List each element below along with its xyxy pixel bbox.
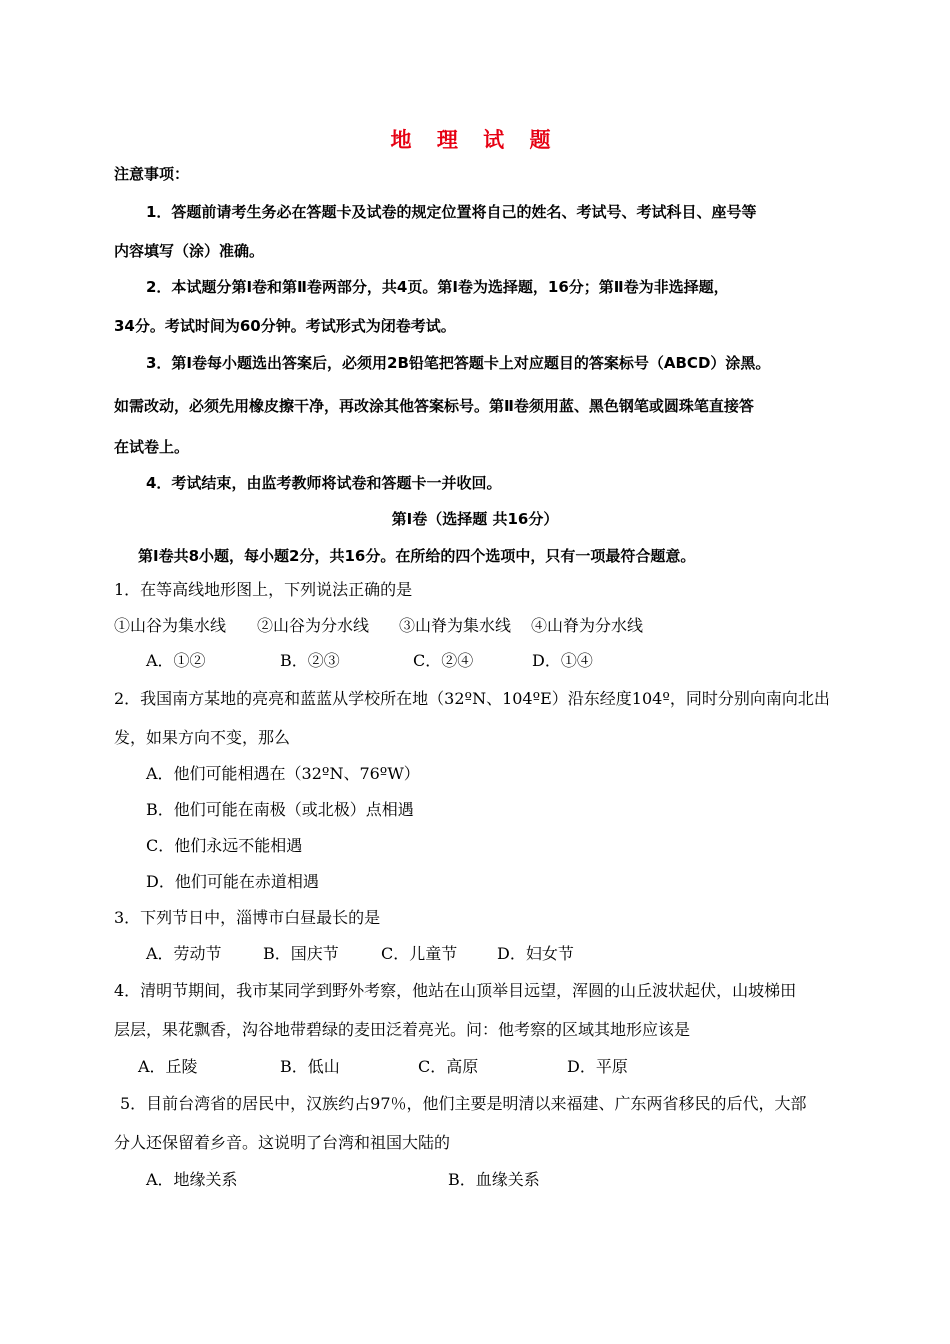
q4-option-b: B．低山	[280, 1057, 340, 1076]
q2-option-a: A．他们可能相遇在（32ºN、76ºW）	[146, 764, 420, 783]
q2-stem-cont: 发，如果方向不变，那么	[114, 728, 291, 747]
q4-stem: 4．清明节期间，我市某同学到野外考察，他站在山顶举目远望，浑圆的山丘波状起伏，山坡梯田	[114, 981, 797, 1000]
q4-option-c: C．高原	[418, 1057, 479, 1076]
q2-option-c: C．他们永远不能相遇	[146, 836, 303, 855]
notice-item-1: 1．答题前请考生务必在答题卡及试卷的规定位置将自己的姓名、考试号、考试科目、座号等	[146, 203, 757, 221]
q3-option-b: B．国庆节	[263, 944, 339, 963]
q3-option-d: D．妇女节	[497, 944, 574, 963]
page-title: 地 理 试 题	[390, 127, 560, 152]
q5-option-a: A．地缘关系	[146, 1170, 238, 1189]
notice-heading: 注意事项：	[114, 165, 190, 183]
notice-item-2: 2．本试题分第Ⅰ卷和第Ⅱ卷两部分，共4页。第Ⅰ卷为选择题，16分；第Ⅱ卷为非选择题，	[146, 278, 729, 296]
q1-stem: 1．在等高线地形图上，下列说法正确的是	[114, 580, 413, 599]
notice-item-3: 3．第Ⅰ卷每小题选出答案后，必须用2B铅笔把答题卡上对应题目的答案标号（ABCD）涂黑。	[146, 354, 771, 372]
q1-statement-4: ④山脊为分水线	[531, 616, 644, 635]
q4-option-a: A．丘陵	[138, 1057, 198, 1076]
q1-statement-2: ②山谷为分水线	[257, 616, 370, 635]
notice-item-3-cont: 如需改动，必须先用橡皮擦干净，再改涂其他答案标号。第Ⅱ卷须用蓝、黑色钢笔或圆珠笔直接答	[114, 397, 754, 415]
q1-option-d: D．①④	[532, 651, 593, 670]
q3-option-a: A．劳动节	[146, 944, 222, 963]
notice-item-1-cont: 内容填写（涂）准确。	[114, 242, 265, 260]
q2-option-d: D．他们可能在赤道相遇	[146, 872, 319, 891]
q2-option-b: B．他们可能在南极（或北极）点相遇	[146, 800, 414, 819]
q2-stem: 2．我国南方某地的亮亮和蓝蓝从学校所在地（32ºN、104ºE）沿东经度104º，同时分别向南向北出	[114, 689, 830, 708]
q4-stem-cont: 层层，果花飘香，沟谷地带碧绿的麦田泛着亮光。问：他考察的区域其地形应该是	[114, 1020, 691, 1039]
q5-stem: 5．目前台湾省的居民中，汉族约占97％，他们主要是明清以来福建、广东两省移民的后代，大部	[120, 1094, 807, 1113]
q1-option-c: C．②④	[413, 651, 474, 670]
q1-statement-3: ③山脊为集水线	[399, 616, 512, 635]
section1-heading: 第Ⅰ卷（选择题 共16分）	[391, 510, 559, 528]
q5-option-b: B．血缘关系	[448, 1170, 540, 1189]
notice-item-4: 4．考试结束，由监考教师将试卷和答题卡一并收回。	[146, 474, 502, 492]
q1-statement-1: ①山谷为集水线	[114, 616, 227, 635]
q4-option-d: D．平原	[567, 1057, 628, 1076]
q1-option-b: B．②③	[280, 651, 340, 670]
q3-option-c: C．儿童节	[381, 944, 458, 963]
q3-stem: 3．下列节日中，淄博市白昼最长的是	[114, 908, 381, 927]
q1-option-a: A．①②	[146, 651, 206, 670]
section1-instruction: 第Ⅰ卷共8小题，每小题2分，共16分。在所给的四个选项中，只有一项最符合题意。	[138, 547, 696, 565]
notice-item-2-cont: 34分。考试时间为60分钟。考试形式为闭卷考试。	[114, 317, 456, 335]
q5-stem-cont: 分人还保留着乡音。这说明了台湾和祖国大陆的	[114, 1133, 451, 1152]
notice-item-3-cont2: 在试卷上。	[114, 438, 190, 456]
